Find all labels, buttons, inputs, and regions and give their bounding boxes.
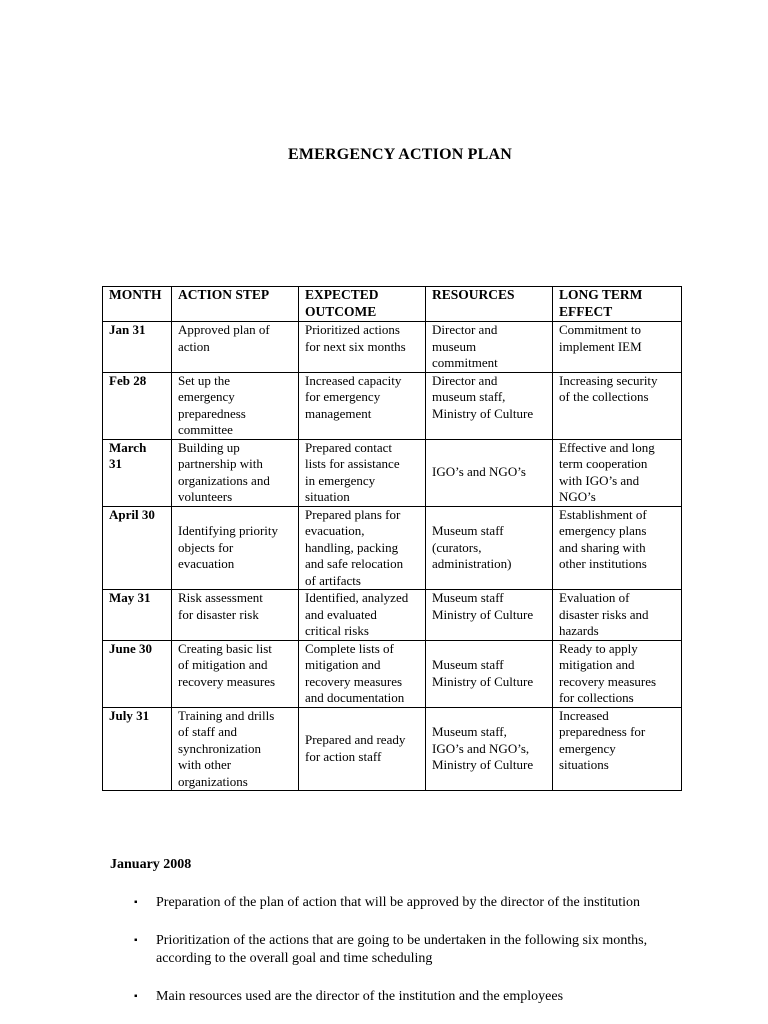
- header-expected-outcome: EXPECTED OUTCOME: [299, 287, 426, 322]
- list-item-text: Main resources used are the director of the institution and the employees: [156, 989, 564, 1004]
- table-row: [103, 590, 682, 641]
- outcome-cell: Prepared plans for evacuation, handling, packing and safe relocation of artifacts: [299, 506, 426, 590]
- outcome-cell: Prepared contact lists for assistance in emergency situation: [299, 439, 426, 506]
- table-row: [103, 506, 682, 590]
- month-cell: Feb 28: [103, 372, 172, 439]
- action-cell: Approved plan of action: [172, 322, 299, 373]
- header-month: MONTH: [103, 287, 172, 322]
- resources-cell: IGO’s and NGO’s: [426, 439, 553, 506]
- effect-cell: Increased preparedness for emergency situations: [553, 707, 682, 791]
- outcome-cell: Identified, analyzed and evaluated critical risks: [299, 590, 426, 641]
- action-cell: Identifying priority objects for evacuation: [172, 506, 299, 590]
- outcome-cell: Prioritized actions for next six months: [299, 322, 426, 373]
- effect-cell: Effective and long term cooperation with IGO’s and NGO’s: [553, 439, 682, 506]
- resources-cell: Museum staff Ministry of Culture: [426, 590, 553, 641]
- table-row: [103, 322, 682, 373]
- outcome-cell: Increased capacity for emergency management: [299, 372, 426, 439]
- month-cell: March 31: [103, 439, 172, 506]
- header-long-term-effect: LONG TERM EFFECT: [553, 287, 682, 322]
- resources-cell: Museum staff Ministry of Culture: [426, 640, 553, 707]
- month-cell: May 31: [103, 590, 172, 641]
- outcome-cell: Complete lists of mitigation and recovery measures and documentation: [299, 640, 426, 707]
- table-row: [103, 707, 682, 791]
- list-item-text: Preparation of the plan of action that will be approved by the director of the institution: [156, 895, 641, 910]
- table-row: [103, 372, 682, 439]
- document-title: EMERGENCY ACTION PLAN: [287, 146, 513, 163]
- effect-cell: Evaluation of disaster risks and hazards: [553, 590, 682, 641]
- action-cell: Risk assessment for disaster risk: [172, 590, 299, 641]
- resources-cell: Museum staff (curators, administration): [426, 506, 553, 590]
- month-cell: April 30: [103, 506, 172, 590]
- square-bullet-icon: ▪: [134, 935, 138, 946]
- action-cell: Set up the emergency preparedness committee: [172, 372, 299, 439]
- effect-cell: Ready to apply mitigation and recovery measures for collections: [553, 640, 682, 707]
- month-cell: July 31: [103, 707, 172, 791]
- list-item-text: Prioritization of the actions that are going to be undertaken in the following six months, according to the overall goal and time scheduling: [156, 933, 648, 966]
- square-bullet-icon: ▪: [134, 897, 138, 908]
- resources-cell: Director and museum staff, Ministry of Culture: [426, 372, 553, 439]
- table-row: [103, 439, 682, 506]
- action-cell: Training and drills of staff and synchronization with other organizations: [172, 707, 299, 791]
- action-plan-table: [102, 286, 682, 791]
- header-resources: RESOURCES: [426, 287, 553, 322]
- effect-cell: Establishment of emergency plans and sharing with other institutions: [553, 506, 682, 590]
- table-header-row: [103, 287, 682, 322]
- resources-cell: Director and museum commitment: [426, 322, 553, 373]
- resources-cell: Museum staff, IGO’s and NGO’s, Ministry of Culture: [426, 707, 553, 791]
- outcome-cell: Prepared and ready for action staff: [299, 707, 426, 791]
- header-action-step: ACTION STEP: [172, 287, 299, 322]
- month-cell: June 30: [103, 640, 172, 707]
- effect-cell: Increasing security of the collections: [553, 372, 682, 439]
- effect-cell: Commitment to implement IEM: [553, 322, 682, 373]
- month-cell: Jan 31: [103, 322, 172, 373]
- action-cell: Creating basic list of mitigation and recovery measures: [172, 640, 299, 707]
- table-row: [103, 640, 682, 707]
- action-cell: Building up partnership with organizations and volunteers: [172, 439, 299, 506]
- section-heading: January 2008: [110, 857, 192, 872]
- square-bullet-icon: ▪: [134, 991, 138, 1002]
